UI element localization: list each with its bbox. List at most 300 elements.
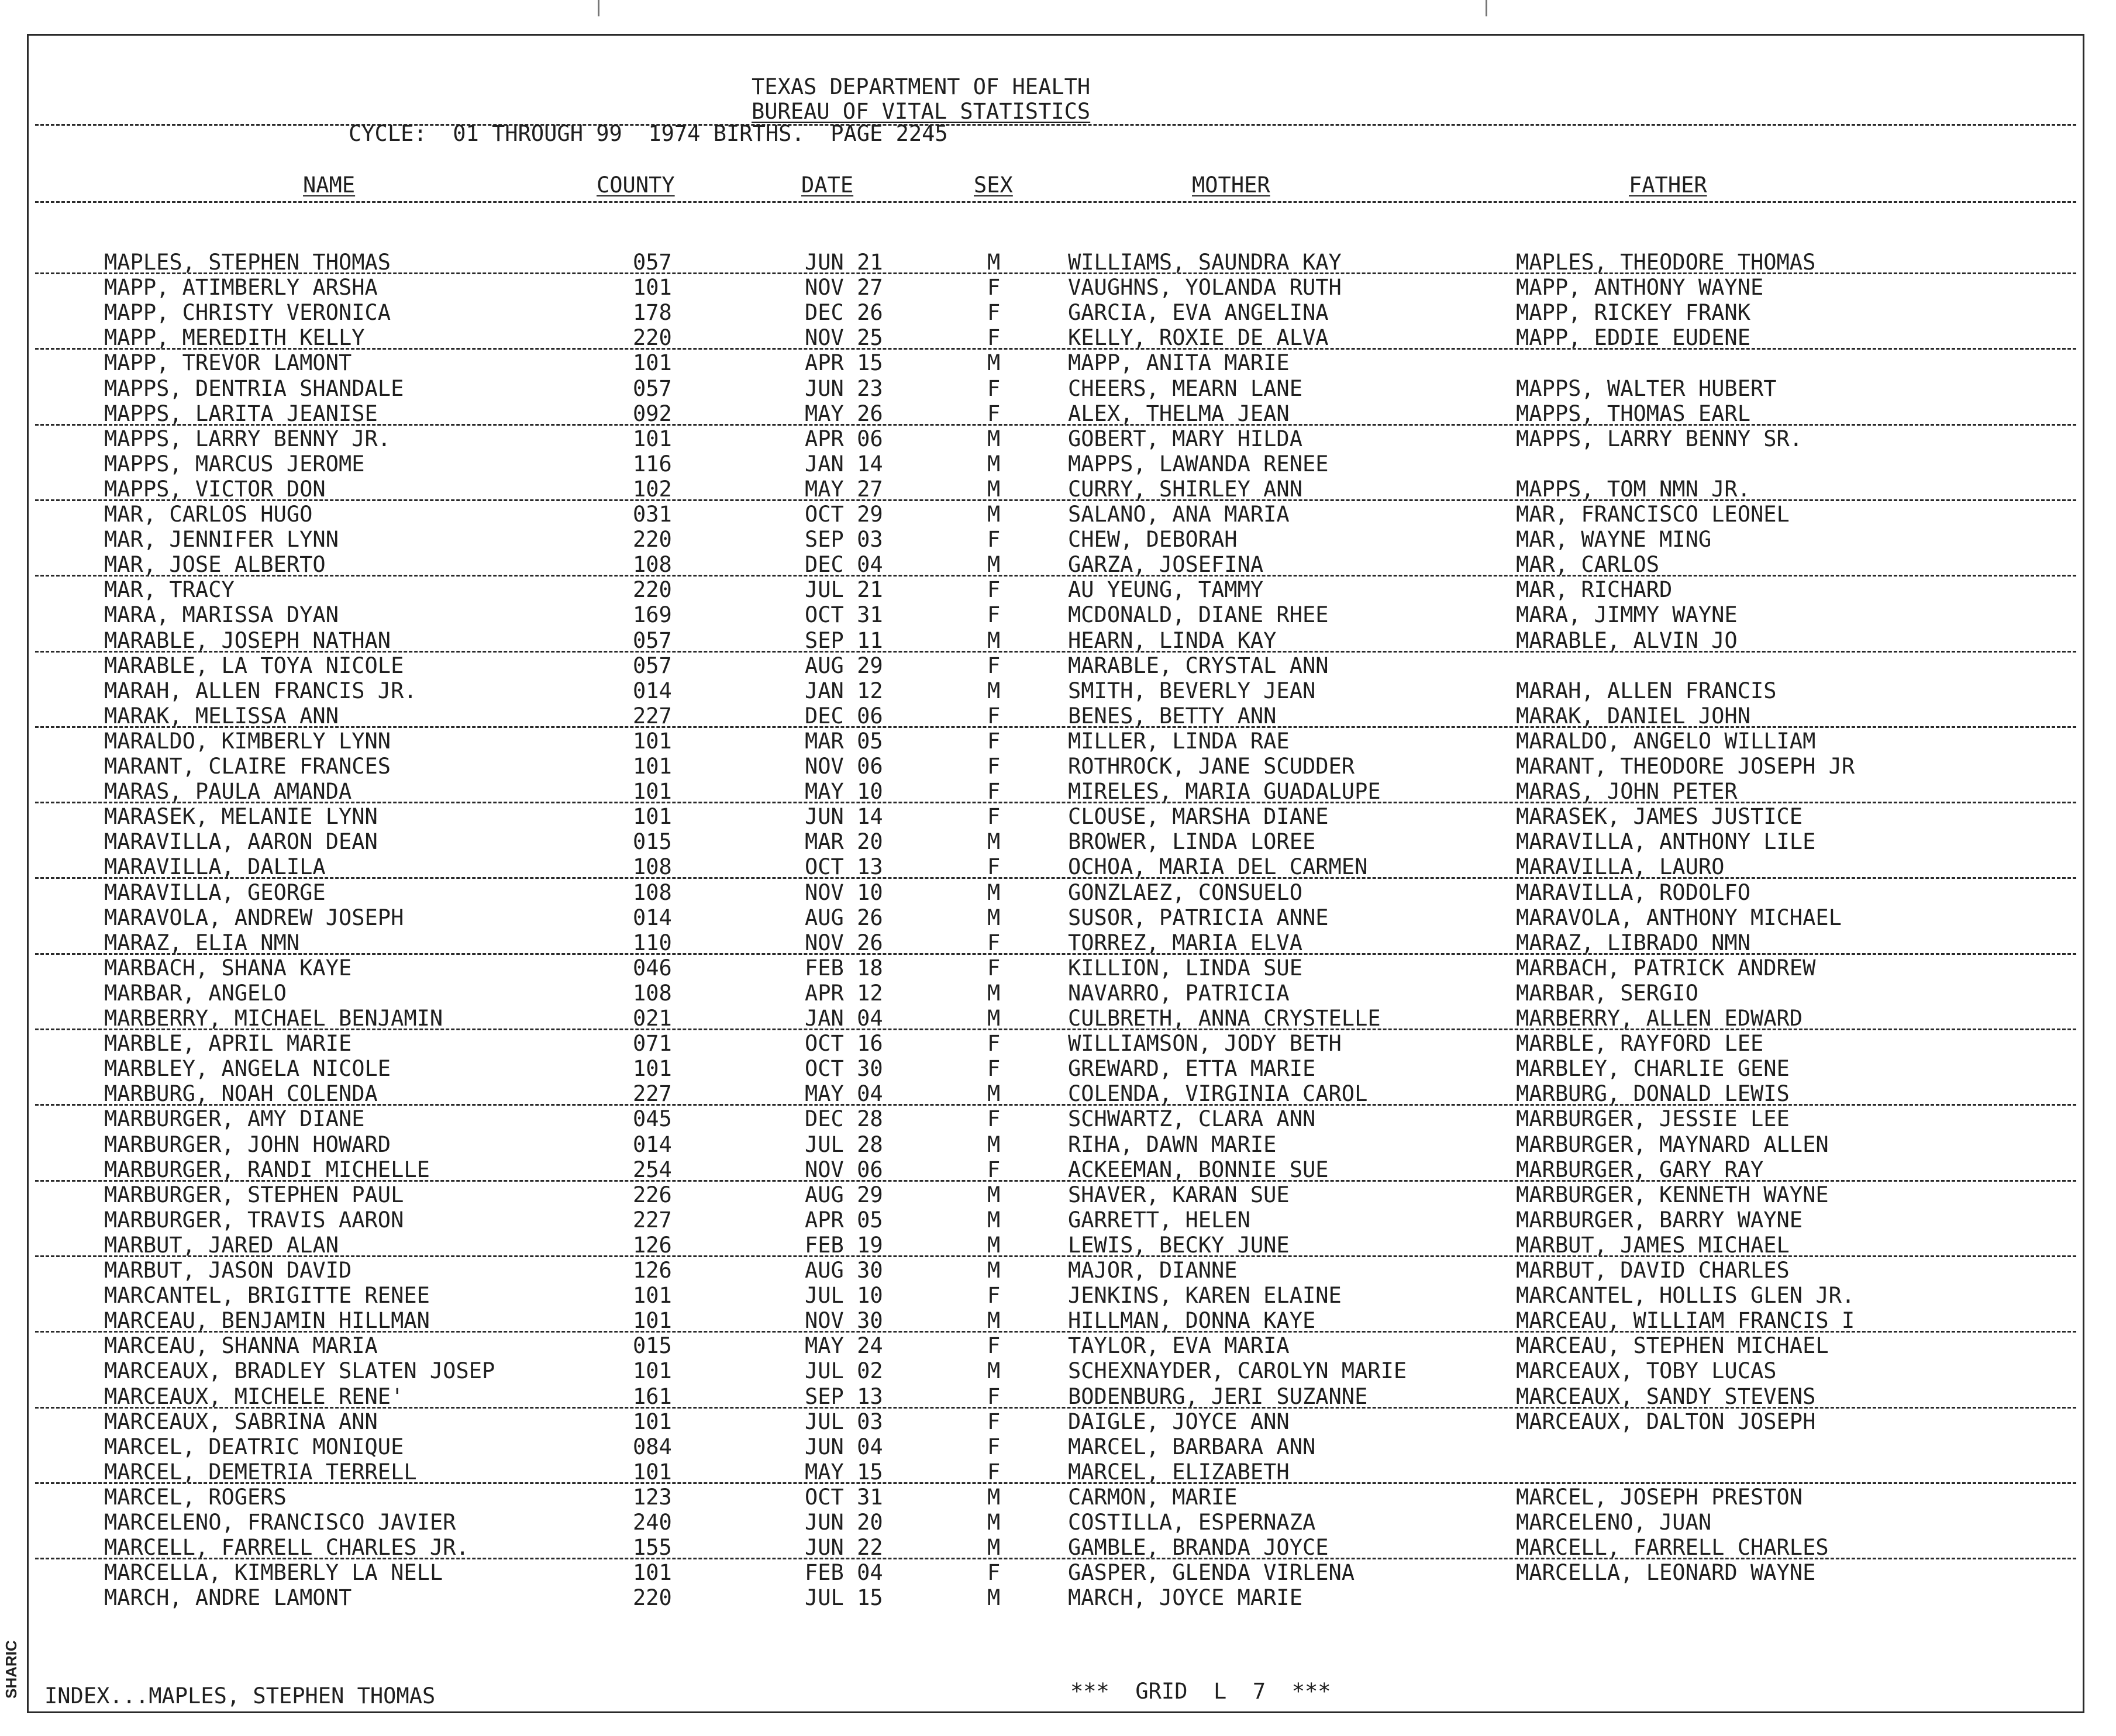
cell-mother: AU YEUNG, TAMMY [1068, 577, 1264, 602]
cell-name: MARASEK, MELANIE LYNN [104, 804, 378, 829]
cell-mother: ROTHROCK, JANE SCUDDER [1068, 754, 1355, 779]
cell-father: MAPP, RICKEY FRANK [1516, 300, 1750, 325]
cell-sex: M [987, 552, 1001, 577]
cell-date: FEB 18 [805, 955, 883, 981]
cell-mother: NAVARRO, PATRICIA [1068, 981, 1290, 1006]
cell-sex: F [987, 653, 1001, 678]
cell-date: APR 15 [805, 350, 883, 375]
column-header-sex: SEX [974, 172, 1013, 198]
cell-county: 101 [633, 426, 672, 451]
cell-sex: M [987, 1233, 1001, 1258]
cell-county: 123 [633, 1485, 672, 1510]
cell-sex: F [987, 1560, 1001, 1585]
cell-mother: VAUGHNS, YOLANDA RUTH [1068, 275, 1342, 300]
cell-mother: JENKINS, KAREN ELAINE [1068, 1283, 1342, 1308]
cell-county: 155 [633, 1535, 672, 1560]
row-group-rule [35, 348, 2076, 350]
cell-father: MAR, WAYNE MING [1516, 527, 1712, 552]
row-group-rule [35, 1029, 2076, 1030]
cell-name: MARCEAU, SHANNA MARIA [104, 1333, 378, 1358]
cell-sex: M [987, 1535, 1001, 1560]
cell-name: MARCANTEL, BRIGITTE RENEE [104, 1283, 430, 1308]
cell-father: MARAVILLA, RODOLFO [1516, 880, 1750, 905]
cell-sex: F [987, 1434, 1001, 1459]
cell-mother: COLENDA, VIRGINIA CAROL [1068, 1081, 1368, 1106]
cell-father: MARBURG, DONALD LEWIS [1516, 1081, 1790, 1106]
cell-father: MARBURGER, BARRY WAYNE [1516, 1207, 1803, 1233]
cell-mother: WILLIAMS, SAUNDRA KAY [1068, 250, 1342, 275]
cell-father: MARASEK, JAMES JUSTICE [1516, 804, 1803, 829]
cell-date: MAY 10 [805, 779, 883, 804]
cell-county: 227 [633, 1207, 672, 1233]
cell-mother: MARABLE, CRYSTAL ANN [1068, 653, 1329, 678]
cell-date: AUG 26 [805, 905, 883, 930]
row-group-rule [35, 1558, 2076, 1559]
cell-county: 101 [633, 804, 672, 829]
cell-mother: HILLMAN, DONNA KAYE [1068, 1308, 1316, 1333]
cell-name: MARBURGER, TRAVIS AARON [104, 1207, 404, 1233]
cell-date: JUL 28 [805, 1132, 883, 1157]
cell-county: 101 [633, 1308, 672, 1333]
cell-father: MARBAR, SERGIO [1516, 981, 1698, 1006]
cell-county: 015 [633, 829, 672, 854]
cell-county: 101 [633, 729, 672, 754]
column-header-date: DATE [801, 172, 854, 198]
cell-name: MAPP, TREVOR LAMONT [104, 350, 352, 375]
cell-county: 126 [633, 1258, 672, 1283]
cell-sex: F [987, 1384, 1001, 1409]
cell-date: JAN 14 [805, 451, 883, 477]
cell-mother: MARCH, JOYCE MARIE [1068, 1585, 1302, 1610]
cell-mother: SCHWARTZ, CLARA ANN [1068, 1106, 1316, 1131]
header-bureau: BUREAU OF VITAL STATISTICS [752, 99, 1091, 124]
cell-mother: GONZLAEZ, CONSUELO [1068, 880, 1302, 905]
cell-name: MAPPS, LARITA JEANISE [104, 401, 378, 426]
cell-sex: F [987, 376, 1001, 401]
cell-name: MARAVOLA, ANDREW JOSEPH [104, 905, 404, 930]
cell-sex: F [987, 401, 1001, 426]
cell-name: MAPP, MEREDITH KELLY [104, 325, 365, 350]
cell-father: MARBURGER, GARY RAY [1516, 1157, 1764, 1182]
cell-father: MARBURGER, KENNETH WAYNE [1516, 1182, 1829, 1207]
cell-father: MARAVOLA, ANTHONY MICHAEL [1516, 905, 1842, 930]
cell-sex: F [987, 754, 1001, 779]
cell-father: MARCEAUX, SANDY STEVENS [1516, 1384, 1816, 1409]
cell-name: MARCEAU, BENJAMIN HILLMAN [104, 1308, 430, 1333]
cell-mother: SHAVER, KARAN SUE [1068, 1182, 1290, 1207]
cell-county: 101 [633, 1459, 672, 1485]
cell-date: JAN 04 [805, 1006, 883, 1031]
cell-name: MARBACH, SHANA KAYE [104, 955, 352, 981]
column-header-rule [35, 201, 2076, 203]
cell-county: 227 [633, 1081, 672, 1106]
cell-sex: M [987, 1585, 1001, 1610]
cell-father: MARCEAUX, DALTON JOSEPH [1516, 1409, 1816, 1434]
cell-mother: HEARN, LINDA KAY [1068, 628, 1277, 653]
cell-sex: F [987, 779, 1001, 804]
cell-county: 057 [633, 628, 672, 653]
cell-father: MARBURGER, JESSIE LEE [1516, 1106, 1790, 1131]
cell-name: MARCELL, FARRELL CHARLES JR. [104, 1535, 469, 1560]
cell-father: MARBUT, DAVID CHARLES [1516, 1258, 1790, 1283]
cell-county: 014 [633, 678, 672, 703]
row-group-rule [35, 1407, 2076, 1409]
cell-name: MARA, MARISSA DYAN [104, 602, 339, 627]
cell-father: MARBERRY, ALLEN EDWARD [1516, 1006, 1803, 1031]
cell-sex: F [987, 527, 1001, 552]
cell-date: MAY 15 [805, 1459, 883, 1485]
cell-date: OCT 31 [805, 602, 883, 627]
cell-mother: WILLIAMSON, JODY BETH [1068, 1031, 1342, 1056]
cell-sex: M [987, 1258, 1001, 1283]
cell-sex: M [987, 1081, 1001, 1106]
row-group-rule [35, 499, 2076, 501]
cell-date: JAN 12 [805, 678, 883, 703]
cell-mother: GOBERT, MARY HILDA [1068, 426, 1302, 451]
cell-date: JUL 21 [805, 577, 883, 602]
cell-name: MARBLEY, ANGELA NICOLE [104, 1056, 391, 1081]
cell-father: MAPPS, TOM NMN JR. [1516, 477, 1750, 502]
cell-name: MAR, TRACY [104, 577, 235, 602]
cell-name: MARCEL, ROGERS [104, 1485, 287, 1510]
row-group-rule [35, 1255, 2076, 1257]
cell-sex: M [987, 981, 1001, 1006]
cell-father: MARCEL, JOSEPH PRESTON [1516, 1485, 1803, 1510]
cell-father: MAPPS, THOMAS EARL [1516, 401, 1750, 426]
cell-sex: M [987, 678, 1001, 703]
column-header-county: COUNTY [597, 172, 675, 198]
cell-sex: M [987, 451, 1001, 477]
cell-date: OCT 31 [805, 1485, 883, 1510]
cell-mother: MARCEL, BARBARA ANN [1068, 1434, 1316, 1459]
header-agency: TEXAS DEPARTMENT OF HEALTH [752, 74, 1091, 99]
cell-mother: BENES, BETTY ANN [1068, 703, 1277, 729]
cell-mother: OCHOA, MARIA DEL CARMEN [1068, 854, 1368, 879]
cell-mother: CHEW, DEBORAH [1068, 527, 1238, 552]
cell-mother: BROWER, LINDA LOREE [1068, 829, 1316, 854]
cell-mother: GARZA, JOSEFINA [1068, 552, 1264, 577]
cell-county: 101 [633, 1560, 672, 1585]
cell-name: MARBERRY, MICHAEL BENJAMIN [104, 1006, 443, 1031]
cell-name: MAPPS, LARRY BENNY JR. [104, 426, 391, 451]
cell-father: MARBACH, PATRICK ANDREW [1516, 955, 1816, 981]
cell-name: MARBURGER, AMY DIANE [104, 1106, 365, 1131]
cell-sex: F [987, 930, 1001, 955]
cell-date: JUN 22 [805, 1535, 883, 1560]
row-group-rule [35, 1331, 2076, 1333]
cell-county: 161 [633, 1384, 672, 1409]
cell-mother: GREWARD, ETTA MARIE [1068, 1056, 1316, 1081]
cell-name: MARCEL, DEMETRIA TERRELL [104, 1459, 417, 1485]
cell-county: 126 [633, 1233, 672, 1258]
cell-name: MARBUT, JARED ALAN [104, 1233, 339, 1258]
cell-name: MARAVILLA, DALILA [104, 854, 326, 879]
cell-sex: F [987, 854, 1001, 879]
cell-father: MARCEAU, WILLIAM FRANCIS I [1516, 1308, 1855, 1333]
cell-mother: KILLION, LINDA SUE [1068, 955, 1302, 981]
cell-father: MARAVILLA, LAURO [1516, 854, 1725, 879]
cell-sex: M [987, 1485, 1001, 1510]
cell-date: OCT 29 [805, 502, 883, 527]
cell-sex: F [987, 955, 1001, 981]
cell-sex: M [987, 880, 1001, 905]
cell-sex: M [987, 350, 1001, 375]
cell-sex: M [987, 1308, 1001, 1333]
row-group-rule [35, 953, 2076, 955]
row-group-rule [35, 1482, 2076, 1484]
cell-name: MARBAR, ANGELO [104, 981, 287, 1006]
cell-father: MARAVILLA, ANTHONY LILE [1516, 829, 1816, 854]
cell-county: 178 [633, 300, 672, 325]
cell-mother: SALANO, ANA MARIA [1068, 502, 1290, 527]
cell-name: MARCEL, DEATRIC MONIQUE [104, 1434, 404, 1459]
cell-mother: ACKEEMAN, BONNIE SUE [1068, 1157, 1329, 1182]
cell-sex: M [987, 250, 1001, 275]
cell-name: MARALDO, KIMBERLY LYNN [104, 729, 391, 754]
cell-date: MAY 26 [805, 401, 883, 426]
cell-father: MARAS, JOHN PETER [1516, 779, 1738, 804]
cell-name: MARCELLA, KIMBERLY LA NELL [104, 1560, 443, 1585]
cell-mother: GARCIA, EVA ANGELINA [1068, 300, 1329, 325]
cell-sex: F [987, 1056, 1001, 1081]
cell-father: MARCEAU, STEPHEN MICHAEL [1516, 1333, 1829, 1358]
cell-mother: MCDONALD, DIANE RHEE [1068, 602, 1329, 627]
cell-county: 014 [633, 1132, 672, 1157]
cell-sex: M [987, 1207, 1001, 1233]
cell-county: 220 [633, 577, 672, 602]
cell-date: SEP 11 [805, 628, 883, 653]
cell-mother: TORREZ, MARIA ELVA [1068, 930, 1302, 955]
cell-father: MARCELENO, JUAN [1516, 1510, 1712, 1535]
cell-sex: F [987, 1031, 1001, 1056]
cell-name: MARBUT, JASON DAVID [104, 1258, 352, 1283]
cell-father: MAPLES, THEODORE THOMAS [1516, 250, 1816, 275]
cell-name: MARCEAUX, MICHELE RENE' [104, 1384, 404, 1409]
row-group-rule [35, 575, 2076, 577]
cell-date: APR 12 [805, 981, 883, 1006]
cell-name: MARBURGER, JOHN HOWARD [104, 1132, 391, 1157]
cell-mother: LEWIS, BECKY JUNE [1068, 1233, 1290, 1258]
cell-sex: M [987, 502, 1001, 527]
cell-father: MARBUT, JAMES MICHAEL [1516, 1233, 1790, 1258]
cell-date: SEP 03 [805, 527, 883, 552]
header-rule [35, 124, 2076, 126]
cell-date: DEC 04 [805, 552, 883, 577]
cell-county: 071 [633, 1031, 672, 1056]
cell-date: FEB 19 [805, 1233, 883, 1258]
cell-date: NOV 06 [805, 1157, 883, 1182]
row-group-rule [35, 1180, 2076, 1182]
cell-mother: SMITH, BEVERLY JEAN [1068, 678, 1316, 703]
cell-date: NOV 06 [805, 754, 883, 779]
cell-county: 101 [633, 1056, 672, 1081]
cell-name: MARAK, MELISSA ANN [104, 703, 339, 729]
cell-county: 240 [633, 1510, 672, 1535]
cell-county: 046 [633, 955, 672, 981]
cell-date: JUN 14 [805, 804, 883, 829]
cell-name: MARAZ, ELIA NMN [104, 930, 300, 955]
row-group-rule [35, 802, 2076, 803]
cell-mother: ALEX, THELMA JEAN [1068, 401, 1290, 426]
cell-father: MAR, RICHARD [1516, 577, 1673, 602]
cell-sex: F [987, 1333, 1001, 1358]
cell-date: MAY 24 [805, 1333, 883, 1358]
cell-date: MAY 27 [805, 477, 883, 502]
cell-father: MAPPS, WALTER HUBERT [1516, 376, 1777, 401]
row-group-rule [35, 1104, 2076, 1106]
cell-county: 102 [633, 477, 672, 502]
cell-county: 108 [633, 854, 672, 879]
cell-mother: CLOUSE, MARSHA DIANE [1068, 804, 1329, 829]
cell-mother: MILLER, LINDA RAE [1068, 729, 1290, 754]
cell-date: JUL 10 [805, 1283, 883, 1308]
cell-name: MAR, JENNIFER LYNN [104, 527, 339, 552]
cell-sex: M [987, 426, 1001, 451]
cell-name: MARAVILLA, AARON DEAN [104, 829, 378, 854]
cell-name: MARBURGER, STEPHEN PAUL [104, 1182, 404, 1207]
cell-sex: M [987, 477, 1001, 502]
cell-county: 057 [633, 653, 672, 678]
cell-mother: SUSOR, PATRICIA ANNE [1068, 905, 1329, 930]
cell-county: 057 [633, 376, 672, 401]
row-group-rule [35, 726, 2076, 728]
cell-county: 101 [633, 779, 672, 804]
cell-mother: MARCEL, ELIZABETH [1068, 1459, 1290, 1485]
cell-mother: GAMBLE, BRANDA JOYCE [1068, 1535, 1329, 1560]
cell-sex: F [987, 729, 1001, 754]
cell-date: NOV 10 [805, 880, 883, 905]
cell-date: DEC 28 [805, 1106, 883, 1131]
cell-county: 092 [633, 401, 672, 426]
cell-mother: SCHEXNAYDER, CAROLYN MARIE [1068, 1358, 1407, 1383]
cell-county: 084 [633, 1434, 672, 1459]
cell-date: JUN 20 [805, 1510, 883, 1535]
cell-date: AUG 30 [805, 1258, 883, 1283]
row-group-rule [35, 272, 2076, 274]
cell-name: MAPPS, VICTOR DON [104, 477, 326, 502]
column-header-mother: MOTHER [1192, 172, 1270, 198]
cell-mother: MIRELES, MARIA GUADALUPE [1068, 779, 1381, 804]
cell-county: 169 [633, 602, 672, 627]
cell-date: OCT 13 [805, 854, 883, 879]
cell-sex: F [987, 1157, 1001, 1182]
footer-grid: *** GRID L 7 *** [1070, 1679, 1331, 1704]
cell-name: MARAH, ALLEN FRANCIS JR. [104, 678, 417, 703]
cell-mother: MAPPS, LAWANDA RENEE [1068, 451, 1329, 477]
cell-date: NOV 27 [805, 275, 883, 300]
cell-father: MAR, FRANCISCO LEONEL [1516, 502, 1790, 527]
cell-date: MAY 04 [805, 1081, 883, 1106]
cell-sex: F [987, 325, 1001, 350]
cell-sex: F [987, 703, 1001, 729]
punch-mark [1486, 0, 1487, 16]
cell-county: 108 [633, 552, 672, 577]
cell-date: APR 06 [805, 426, 883, 451]
cell-date: JUN 04 [805, 1434, 883, 1459]
cell-date: APR 05 [805, 1207, 883, 1233]
cell-mother: KELLY, ROXIE DE ALVA [1068, 325, 1329, 350]
cell-sex: M [987, 1182, 1001, 1207]
cell-county: 031 [633, 502, 672, 527]
cell-name: MARCH, ANDRE LAMONT [104, 1585, 352, 1610]
cell-date: SEP 13 [805, 1384, 883, 1409]
cell-date: AUG 29 [805, 1182, 883, 1207]
cell-name: MAPP, CHRISTY VERONICA [104, 300, 391, 325]
cell-date: JUL 15 [805, 1585, 883, 1610]
cell-father: MARCEAUX, TOBY LUCAS [1516, 1358, 1777, 1383]
cell-name: MARBLE, APRIL MARIE [104, 1031, 352, 1056]
cell-county: 101 [633, 275, 672, 300]
cell-mother: GARRETT, HELEN [1068, 1207, 1250, 1233]
cell-father: MAR, CARLOS [1516, 552, 1660, 577]
cell-date: FEB 04 [805, 1560, 883, 1585]
cell-father: MARA, JIMMY WAYNE [1516, 602, 1738, 627]
cell-father: MAPP, EDDIE EUDENE [1516, 325, 1750, 350]
cell-name: MARAS, PAULA AMANDA [104, 779, 352, 804]
cell-date: NOV 25 [805, 325, 883, 350]
cell-county: 057 [633, 250, 672, 275]
cell-name: MAR, CARLOS HUGO [104, 502, 313, 527]
cell-name: MAPPS, DENTRIA SHANDALE [104, 376, 404, 401]
cell-county: 101 [633, 350, 672, 375]
cell-date: MAR 20 [805, 829, 883, 854]
cell-date: OCT 16 [805, 1031, 883, 1056]
cell-date: JUL 03 [805, 1409, 883, 1434]
cell-county: 110 [633, 930, 672, 955]
cell-county: 220 [633, 325, 672, 350]
cell-name: MAPPS, MARCUS JEROME [104, 451, 365, 477]
header-cycle: CYCLE: 01 THROUGH 99 1974 BIRTHS. PAGE 2245 [349, 121, 948, 146]
cell-sex: F [987, 275, 1001, 300]
cell-name: MARCEAUX, BRADLEY SLATEN JOSEP [104, 1358, 495, 1383]
cell-name: MARANT, CLAIRE FRANCES [104, 754, 391, 779]
cell-father: MARABLE, ALVIN JO [1516, 628, 1738, 653]
cell-date: MAR 05 [805, 729, 883, 754]
cell-father: MARBURGER, MAYNARD ALLEN [1516, 1132, 1829, 1157]
cell-father: MARAK, DANIEL JOHN [1516, 703, 1750, 729]
cell-county: 101 [633, 754, 672, 779]
cell-date: DEC 06 [805, 703, 883, 729]
column-header-name: NAME [303, 172, 356, 198]
cell-name: MARCEAUX, SABRINA ANN [104, 1409, 378, 1434]
cell-mother: CURRY, SHIRLEY ANN [1068, 477, 1302, 502]
cell-date: JUL 02 [805, 1358, 883, 1383]
cell-county: 015 [633, 1333, 672, 1358]
cell-name: MAPP, ATIMBERLY ARSHA [104, 275, 378, 300]
cell-date: OCT 30 [805, 1056, 883, 1081]
cell-sex: M [987, 829, 1001, 854]
cell-name: MAR, JOSE ALBERTO [104, 552, 326, 577]
margin-label: SHARIC [2, 1640, 20, 1699]
cell-date: AUG 29 [805, 653, 883, 678]
cell-father: MARBLE, RAYFORD LEE [1516, 1031, 1764, 1056]
cell-mother: DAIGLE, JOYCE ANN [1068, 1409, 1290, 1434]
cell-father: MAPP, ANTHONY WAYNE [1516, 275, 1764, 300]
cell-father: MARBLEY, CHARLIE GENE [1516, 1056, 1790, 1081]
cell-sex: F [987, 602, 1001, 627]
cell-date: NOV 26 [805, 930, 883, 955]
cell-sex: F [987, 300, 1001, 325]
punch-mark [598, 0, 599, 16]
cell-sex: F [987, 1409, 1001, 1434]
cell-county: 220 [633, 1585, 672, 1610]
cell-father: MARCANTEL, HOLLIS GLEN JR. [1516, 1283, 1855, 1308]
cell-county: 101 [633, 1409, 672, 1434]
cell-name: MARABLE, LA TOYA NICOLE [104, 653, 404, 678]
cell-mother: CARMON, MARIE [1068, 1485, 1238, 1510]
cell-father: MARAH, ALLEN FRANCIS [1516, 678, 1777, 703]
cell-mother: CHEERS, MEARN LANE [1068, 376, 1302, 401]
